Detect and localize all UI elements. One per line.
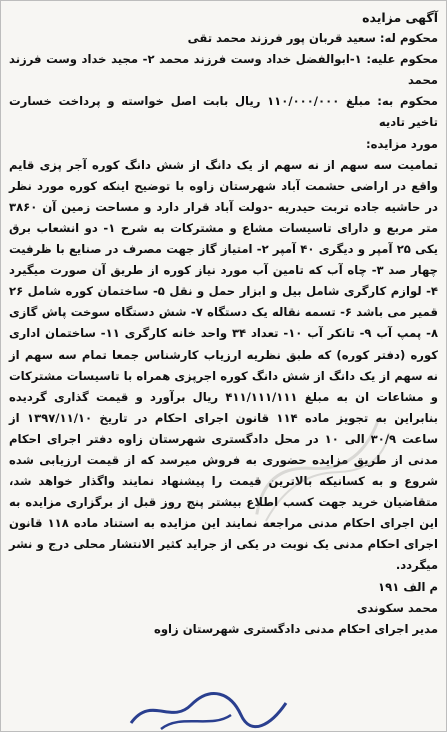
signer-title: مدیر اجرای احکام مدنی دادگستری شهرستان زاوه <box>153 621 438 636</box>
convicted-party: محکوم له: سعید قربان پور فرزند محمد تقی <box>187 31 438 46</box>
auction-notice <box>9 7 438 640</box>
notice-title: آگهی مزایده <box>362 10 438 25</box>
reference-number: م الف ۱۹۱ <box>378 579 438 594</box>
auction-description: تمامیت سه سهم از نه سهم از یک دانگ از شش دانگ کوره آجر پزی قایم واقع در اراضی حشمت آباد شهرستان زاوه با توضیح اینکه کوره مورد نظر در حاشیه جاده تربت حیدریه -دولت آباد قرار دارد و مساحت زمین آن ۳۸۶۰ متر مربع و دارای تاسیسات مشاع و مشترکات به شرح ۱- دو انشعاب برق یکی ۲۵ آمپر و دیگری ۴۰ آمپر ۲- امتیاز گاز جهت مصرف در صنایع با ظرفیت چهار صد ۳- چاه آب که تامین آب مورد نیاز کوره از طریق آن صورت میگیرد ۴- لوازم کارگری شامل بیل و ابزار حمل و نقل ۵- ساختمان کوره شامل ۲۶ قمیر می باشد ۶- تسمه نقاله یک دستگاه ۷- شش دستگاه سوخت پاش گازی ۸- پمپ آب ۹- تانکر آب ۱۰- تعداد ۳۴ واحد خانه کارگری ۱۱- ساختمان اداری کوره (دفتر کوره) که طبق نظریه ارزیاب کارشناس جمعا تمام سه سهم از نه سهم از یک دانگ از شش دانگ کوره اجرپزی همراه با تاسیسات مشترکات و مشاعات ان به مبلغ ۴۱۱/۱۱۱/۱۱۱ ریال برآورد و قیمت گذاری گردیده بنابراین به تجویز ماده ۱۱۴ قانون اجرای احکام در تاریخ ۱۳۹۷/۱۱/۱۰ از ساعت ۳۰/۹ الی ۱۰ در محل دادگستری شهرستان زاوه دفتر اجرای احکام مدنی از طریق مزایده حضوری به فروش میرسد که از قیمت ارزیابی شده شروع و به کسانیکه بالاترین قیمت را پیشنهاد نمایند واگذار خواهد شد، متقاضیان خرید جهت کسب اطلاع بیشتر پنج روز قبل از برگزاری مزایده به این اجرای احکام مدنی مراجعه نمایند این مزایده به استناد ماده ۱۱۸ قانون اجرای احکام مدنی یک نوبت در یکی از جراید کثیر الانتشار محلی درج و نشر میگردد. <box>9 157 439 573</box>
signer-name: محمد سکوندی <box>356 600 438 615</box>
auction-subject-label: مورد مزایده: <box>365 136 438 151</box>
signature-stamp <box>121 685 291 731</box>
convicted-against: محکوم علیه: ۱-ابوالفضل خداد وست فرزند محمد ۲- مجید خداد وست فرزند محمد <box>9 52 438 88</box>
judgment-amount: محکوم به: مبلغ ۱۱۰/۰۰۰/۰۰۰ ریال بابت اصل خواسته و پرداخت خسارت تاخیر تادیه <box>9 94 438 130</box>
